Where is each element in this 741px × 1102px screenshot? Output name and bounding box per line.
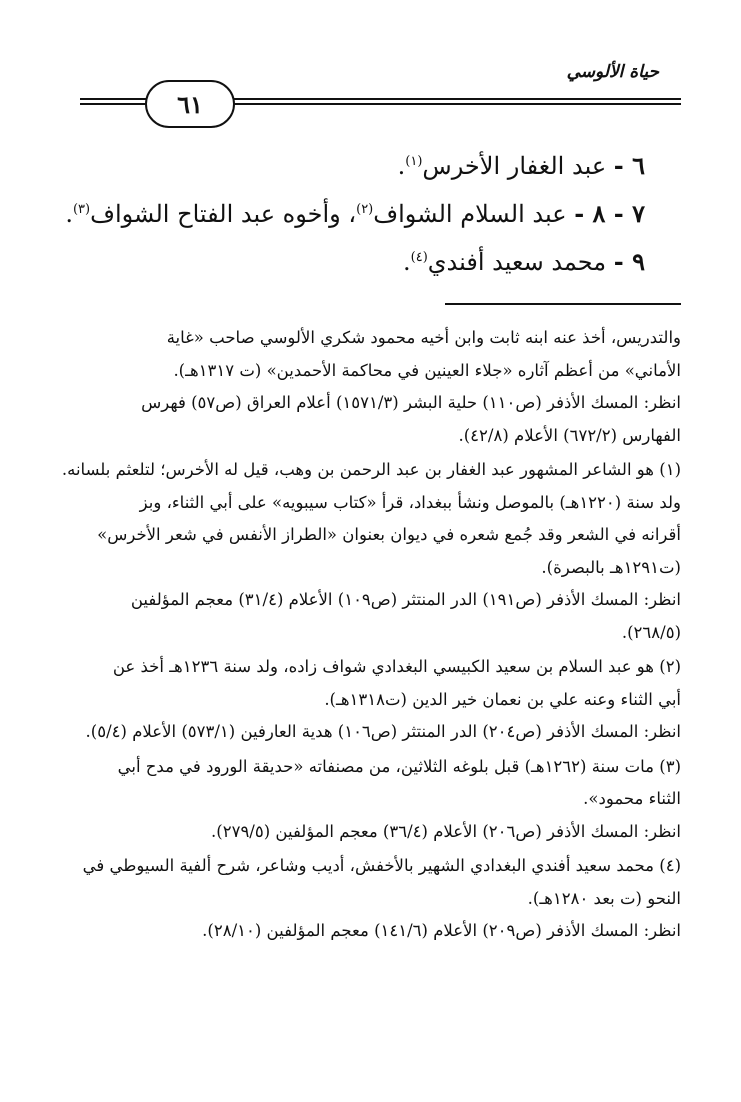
footnote-line: (٢٦٨/٥). bbox=[621, 622, 681, 642]
footnote-ref: (٢) bbox=[356, 202, 374, 217]
item-text: عبد السلام الشواف bbox=[373, 200, 567, 228]
footnote-line: أبي الثناء وعنه علي بن نعمان خير الدين (ت١٣١٨هـ). bbox=[324, 689, 681, 709]
page-number: ٦١ bbox=[145, 80, 235, 128]
footnote-ref: (١) bbox=[405, 154, 423, 169]
footnote-line: (٣) مات سنة (١٢٦٢هـ) قبل بلوغه الثلاثين، من مصنفاته «حديقة الورود في مدح أبي bbox=[117, 756, 681, 776]
footnote-line: أقرانه في الشعر وقد جُمع شعره في ديوان بعنوان «الطراز الأنفس في شعر الأخرس» bbox=[97, 525, 681, 544]
item-text: عبد الغفار الأخرس bbox=[422, 152, 607, 180]
footnote-line: الفهارس (٦٧٢/٢) الأعلام (٤٢/٨). bbox=[458, 425, 681, 445]
footnote-line: (٢) هو عبد السلام بن سعيد الكبيسي البغدادي شواف زاده، ولد سنة ١٢٣٦هـ أخذ عن bbox=[112, 657, 681, 676]
footnote-line: (١) هو الشاعر المشهور عبد الغفار بن عبد الرحمن بن وهب، قيل له الأخرس؛ لتلعثم بلسانه. bbox=[61, 460, 681, 479]
footnote-3 bbox=[61, 751, 681, 849]
footnote-1 bbox=[61, 454, 681, 649]
footnote-separator bbox=[445, 303, 681, 305]
item-end: . bbox=[397, 152, 406, 180]
footnote-line: النحو (ت بعد ١٢٨٠هـ). bbox=[527, 888, 681, 908]
footnote-4 bbox=[61, 850, 681, 948]
running-title: حياة الألوسي bbox=[566, 62, 659, 82]
footnote-line: ولد سنة (١٢٢٠هـ) بالموصل ونشأ ببغداد، قرأ «كتاب سيبويه» على أبي الثناء، وبز bbox=[139, 492, 681, 512]
footnote-line: انظر: المسك الأذفر (ص١١٠) حلية البشر (١٥٧١/٣) أعلام العراق (ص٥٧) فهرس bbox=[141, 393, 681, 412]
item-number: ٦ - bbox=[613, 151, 645, 180]
footnote-ref: (٤) bbox=[410, 250, 428, 265]
footnote-line: (ت١٢٩١هـ بالبصرة). bbox=[541, 557, 681, 577]
main-items-list bbox=[65, 140, 645, 284]
footnote-2 bbox=[61, 651, 681, 749]
item-number: ٩ - bbox=[613, 247, 645, 276]
list-item bbox=[85, 236, 645, 284]
footnote-line: انظر: المسك الأذفر (ص٢٠٦) الأعلام (٣٦/٤) معجم المؤلفين (٢٧٩/٥). bbox=[211, 821, 681, 841]
list-item bbox=[65, 188, 645, 236]
footnote-line: انظر: المسك الأذفر (ص١٩١) الدر المنتثر (ص١٠٩) الأعلام (٣١/٤) معجم المؤلفين bbox=[130, 590, 681, 609]
footnote-line: الأماني» من أعظم آثاره «جلاء العينين في محاكمة الأحمدين» (ت ١٣١٧هـ). bbox=[173, 360, 681, 380]
list-item bbox=[85, 140, 645, 188]
item-text-continued: ، وأخوه عبد الفتاح الشواف bbox=[90, 200, 357, 228]
item-number: ٧ - ٨ - bbox=[574, 199, 645, 228]
footnote-ref: (٣) bbox=[72, 202, 91, 217]
footnote-line: انظر: المسك الأذفر (ص٢٠٤) الدر المنتثر (ص١٠٦) هدية العارفين (٥٧٣/١) الأعلام (٥/٤). bbox=[85, 722, 681, 741]
footnote-line: (٤) محمد سعيد أفندي البغدادي الشهير بالأخفش، أديب وشاعر، شرح ألفية السيوطي في bbox=[82, 856, 681, 875]
footnote-line: انظر: المسك الأذفر (ص٢٠٩) الأعلام (١٤١/٦) معجم المؤلفين (٢٨/١٠). bbox=[202, 921, 681, 940]
item-end: . bbox=[402, 248, 411, 276]
item-text: محمد سعيد أفندي bbox=[427, 248, 607, 276]
item-end: . bbox=[65, 200, 73, 228]
footnote-line: الثناء محمود». bbox=[583, 789, 681, 808]
footnotes-section bbox=[61, 322, 681, 950]
footnote-continued bbox=[61, 322, 681, 452]
footnote-line: والتدريس، أخذ عنه ابنه ثابت وابن أخيه محمود شكري الألوسي صاحب «غاية bbox=[166, 328, 681, 347]
